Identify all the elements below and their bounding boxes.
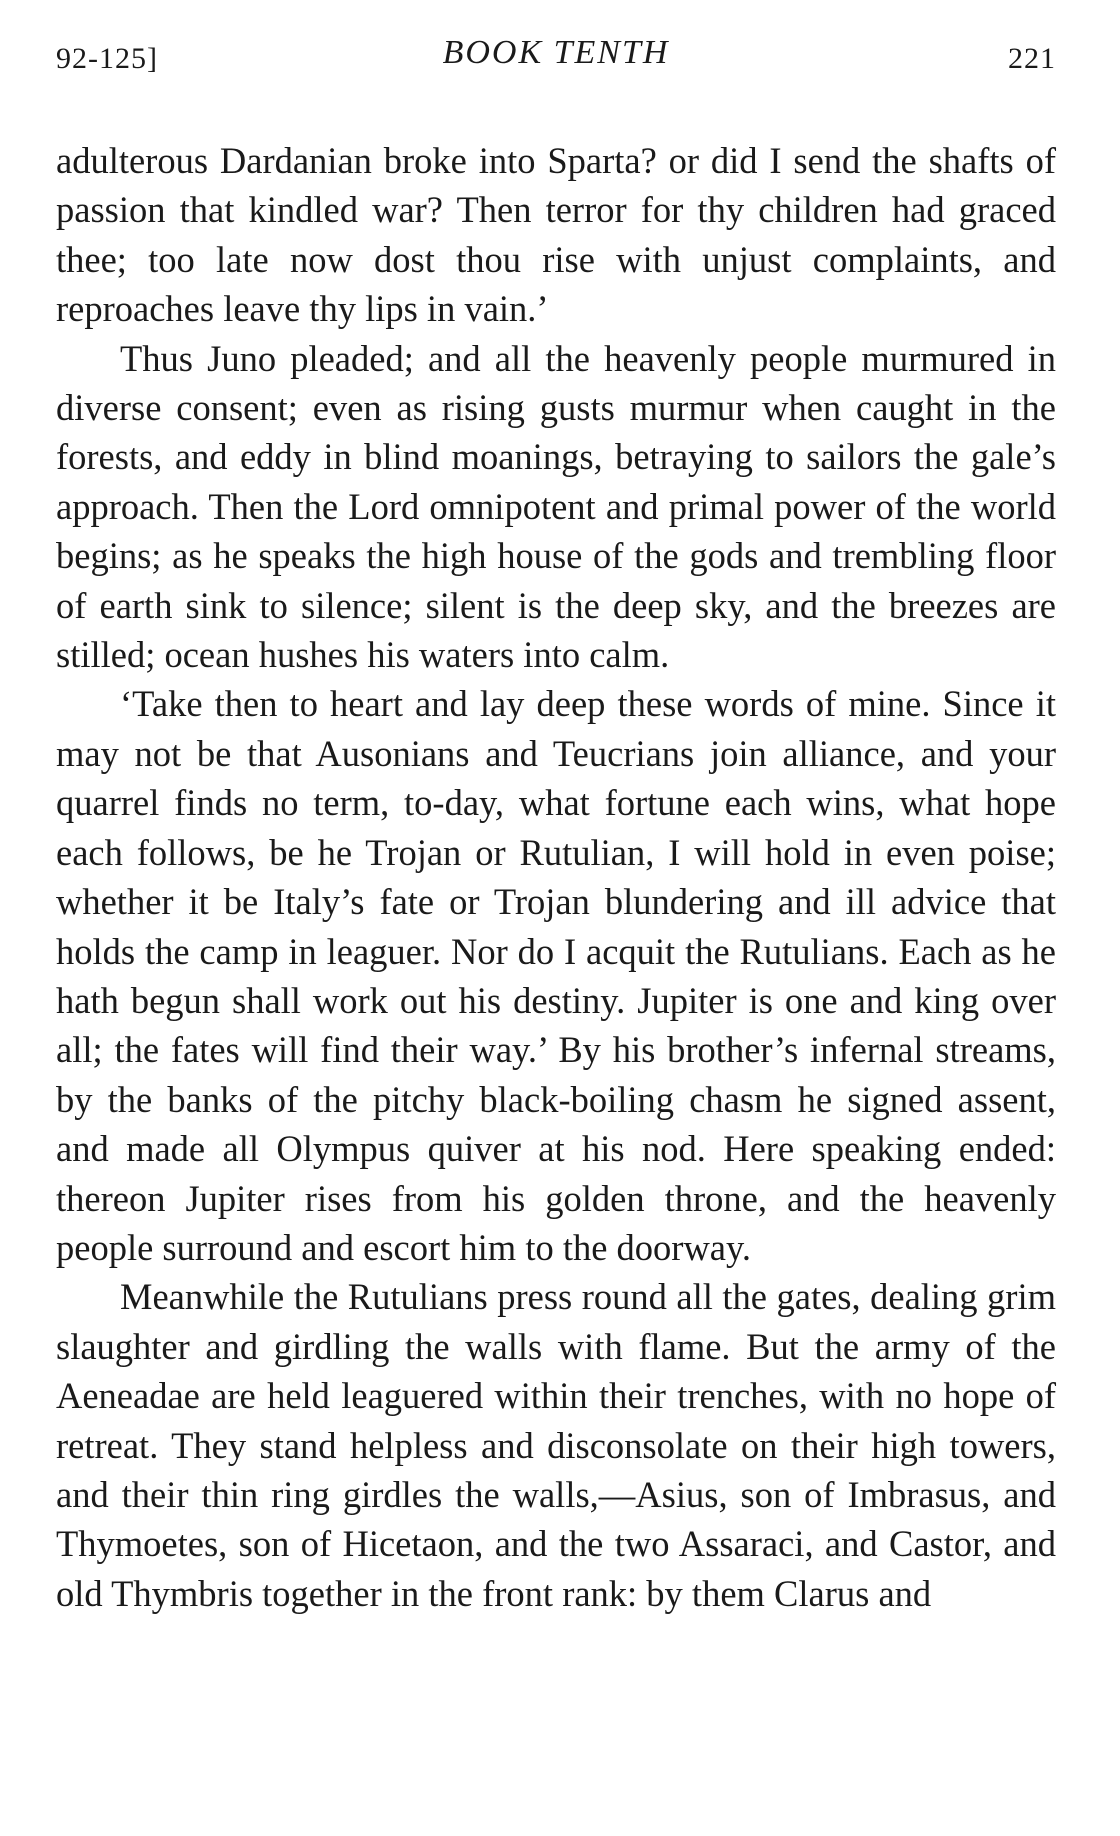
paragraph-continuation: adulterous Dardanian broke into Sparta? or did I send the shafts of passion that kindled war? Then terror for thy children had graced thee; too late now dost thou rise with unjust complaints, and reproaches leave thy lips in vain.’ bbox=[56, 140, 1056, 330]
book-title: BOOK TENTH bbox=[442, 34, 670, 71]
paragraph: ‘Take then to heart and lay deep these words of mine. Since it may not be that Ausonians and Teucrians join alliance, and your quarrel finds no term, to-day, what fortune each wins, what hope each follows, be he Trojan or Rutulian, I will hold in even poise; whether it be Italy’s fate or Trojan blundering and ill advice that holds the camp in leaguer. Nor do I acquit the Rutulians. Each as he hath begun shall work out his destiny. Jupiter is one and king over all; the fates will find their way.’ By his brother’s infernal streams, by the banks of the pitchy black-boiling chasm he signed assent, and made all Olympus quiver at his nod. Here speaking ended: thereon Jupiter rises from his golden throne, and the heavenly people surround and escort him to the doorway. bbox=[56, 683, 1056, 1268]
book-page bbox=[56, 28, 1056, 1618]
running-head bbox=[56, 28, 1056, 88]
paragraph: Thus Juno pleaded; and all the heavenly people murmured in diverse consent; even as rising gusts murmur when caught in the forests, and eddy in blind moanings, betraying to sailors the gale’s approach. Then the Lord omnipotent and primal power of the world begins; as he speaks the high house of the gods and trembling floor of earth sink to silence; silent is the deep sky, and the breezes are stilled; ocean hushes his waters into calm. bbox=[56, 337, 1056, 676]
body-text bbox=[56, 136, 1056, 1618]
paragraph: Meanwhile the Rutulians press round all the gates, dealing grim slaughter and girdling the walls with flame. But the army of the Aeneadae are held leaguered within their trenches, with no hope of retreat. They stand helpless and disconsolate on their high towers, and their thin ring girdles the walls,—Asius, son of Imbrasus, and Thymoetes, son of Hicetaon, and the two Assaraci, and Castor, and old Thymbris together in the front rank: by them Clarus and bbox=[56, 1276, 1056, 1614]
line-range: 92-125] bbox=[56, 42, 158, 75]
page-number: 221 bbox=[1008, 42, 1056, 75]
